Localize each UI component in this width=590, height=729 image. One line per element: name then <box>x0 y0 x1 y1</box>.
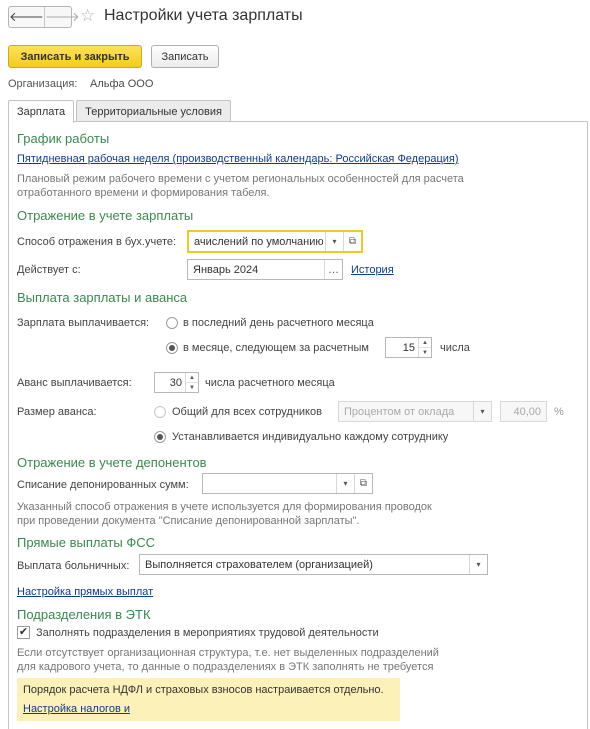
favorite-star-icon[interactable]: ☆ <box>80 6 96 25</box>
tab-bar <box>8 100 233 122</box>
tab-salary[interactable]: Зарплата <box>8 100 74 123</box>
etk-hint-line1: Если отсутствует организационная структура, т.е. нет выделенных подразделений <box>17 647 439 659</box>
advance-day-suffix: числа расчетного месяца <box>205 377 335 389</box>
schedule-heading: График работы <box>17 131 110 146</box>
tab-territorial-conditions[interactable]: Территориальные условия <box>76 100 231 122</box>
effective-from-field[interactable] <box>187 259 343 280</box>
salary-day-suffix: числа <box>440 342 470 354</box>
accounting-method-label: Способ отражения в бух.учете: <box>17 236 177 248</box>
advance-label: Аванс выплачивается: <box>17 377 132 389</box>
history-link[interactable]: История <box>351 264 394 276</box>
radio-individual-advance-label: Устанавливается индивидуально каждому сотруднику <box>172 431 449 443</box>
effective-from-value: Январь 2024 <box>193 263 259 276</box>
open-form-icon[interactable]: ⧉ <box>343 232 361 251</box>
stepper-up-icon[interactable]: ▲ <box>422 339 428 346</box>
deponent-heading: Отражение в учете депонентов <box>17 455 207 470</box>
sick-pay-label: Выплата больничных: <box>17 560 130 572</box>
radio-selected-dot <box>169 345 175 351</box>
dropdown-arrow-icon[interactable]: ▾ <box>469 555 487 574</box>
salary-day-value: 15 <box>402 341 415 354</box>
etk-hint-line2: для кадрового учета, то данные о подразделениях в ЭТК заполнять не требуется <box>17 661 434 673</box>
advance-percent-value: 40,00 <box>513 405 541 418</box>
radio-selected-dot <box>157 434 163 440</box>
radio-common-advance[interactable] <box>154 406 166 418</box>
sick-pay-value: Выполняется страхователем (организацией) <box>145 558 373 571</box>
radio-last-day[interactable] <box>166 317 178 329</box>
stepper-arrows <box>418 338 431 357</box>
organization-label: Организация: <box>8 78 78 90</box>
advance-day-stepper[interactable] <box>154 372 199 393</box>
navigation-buttons <box>8 6 80 28</box>
percent-sign: % <box>554 406 564 418</box>
deponent-hint-line2: при проведении документа "Списание депонированной зарплаты". <box>17 515 360 527</box>
accounting-heading: Отражение в учете зарплаты <box>17 208 194 223</box>
stepper-arrows <box>185 373 198 392</box>
radio-individual-advance[interactable] <box>154 431 166 443</box>
radio-common-advance-label: Общий для всех сотрудников <box>172 406 322 418</box>
advance-method-field[interactable] <box>338 401 492 422</box>
payment-heading: Выплата зарплаты и аванса <box>17 290 188 305</box>
fss-heading: Прямые выплаты ФСС <box>17 535 155 550</box>
deponent-hint-line1: Указанный способ отражения в учете используется для формирования проводок <box>17 501 432 513</box>
sick-pay-field[interactable] <box>139 554 488 575</box>
radio-next-month-label: в месяце, следующем за расчетным <box>183 342 369 354</box>
save-button[interactable]: Записать <box>151 45 219 68</box>
page-title: Настройки учета зарплаты <box>104 7 303 24</box>
schedule-hint-line1: Плановый режим рабочего времени с учетом региональных особенностей для расчета <box>17 173 464 185</box>
advance-percent-field[interactable] <box>500 401 547 422</box>
stepper-up-icon[interactable]: ▲ <box>189 374 195 381</box>
fill-departments-checkbox[interactable] <box>17 626 30 639</box>
deponent-writeoff-field[interactable] <box>202 473 373 494</box>
checkmark-icon: ✔ <box>18 626 29 638</box>
dropdown-arrow-icon[interactable]: ▾ <box>473 402 491 421</box>
open-form-icon[interactable]: ⧉ <box>354 474 372 493</box>
accounting-method-field[interactable] <box>187 230 363 253</box>
tax-notice-text: Порядок расчета НДФЛ и страховых взносов настраивается отдельно. <box>23 684 384 696</box>
advance-size-label: Размер аванса: <box>17 406 97 418</box>
salary-day-stepper[interactable] <box>385 337 432 358</box>
save-and-close-button[interactable]: Записать и закрыть <box>8 45 142 68</box>
forward-arrow-icon[interactable]: 🡒 <box>44 7 80 27</box>
work-schedule-link[interactable]: Пятидневная рабочая неделя (производственный календарь: Российская Федерация) <box>17 153 459 165</box>
advance-day-value: 30 <box>169 376 182 389</box>
stepper-down-icon[interactable]: ▼ <box>186 382 198 392</box>
dropdown-arrow-icon[interactable]: ▾ <box>336 474 354 493</box>
etk-heading: Подразделения в ЭТК <box>17 607 151 622</box>
select-period-icon[interactable]: … <box>324 260 342 279</box>
back-arrow-icon[interactable]: 🡐 <box>9 9 44 24</box>
tax-settings-link[interactable]: Настройка налогов и <box>23 703 130 715</box>
advance-method-value: Процентом от оклада <box>344 405 455 418</box>
radio-next-month[interactable] <box>166 342 178 354</box>
accounting-method-value: ачислений по умолчанию <box>194 235 324 248</box>
direct-payments-settings-link[interactable]: Настройка прямых выплат <box>17 586 154 598</box>
schedule-hint-line2: отработанного времени и формирования табеля. <box>17 187 270 199</box>
organization-value: Альфа ООО <box>90 78 154 90</box>
deponent-writeoff-label: Списание депонированных сумм: <box>17 479 189 491</box>
stepper-down-icon[interactable]: ▼ <box>419 347 431 357</box>
dropdown-arrow-icon[interactable]: ▾ <box>325 232 343 251</box>
fill-departments-label: Заполнять подразделения в мероприятиях трудовой деятельности <box>36 627 379 639</box>
radio-last-day-label: в последний день расчетного месяца <box>183 317 374 329</box>
salary-paid-label: Зарплата выплачивается: <box>17 317 150 329</box>
effective-from-label: Действует с: <box>17 264 81 276</box>
